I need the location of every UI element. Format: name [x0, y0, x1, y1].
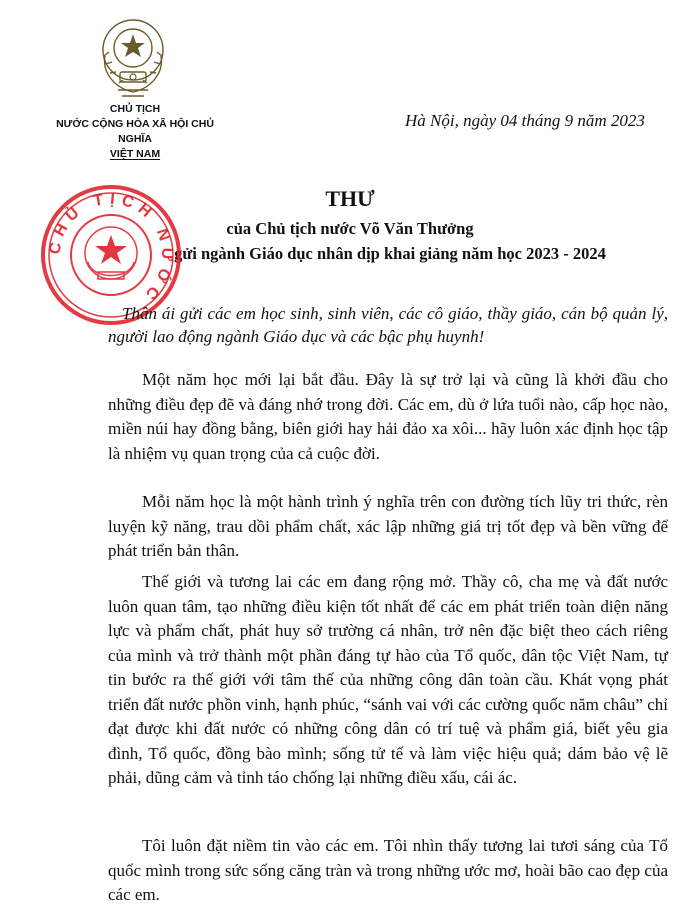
dateline: Hà Nội, ngày 04 tháng 9 năm 2023: [405, 111, 645, 130]
body-paragraph-2: Mỗi năm học là một hành trình ý nghĩa trên con đường tích lũy tri thức, rèn luyện kỹ năng, trau dồi phẩm chất, xác lập những giá trị tốt đẹp và bền vững để phát triển bản thân.: [108, 492, 668, 560]
letter-subtitle-2: gửi ngành Giáo dục nhân dịp khai giảng năm học 2023 - 2024: [174, 244, 606, 263]
stamp-text: CHỦ TỊCH NƯỚC: [46, 190, 176, 307]
national-emblem-icon: [96, 12, 170, 100]
letter-subtitle: của Chủ tịch nước Võ Văn Thưởng: [226, 219, 474, 238]
issuing-authority: [40, 102, 230, 162]
body-paragraph-3: Thế giới và tương lai các em đang rộng mở. Thầy cô, cha mẹ và đất nước luôn quan tâm, tạo những điều kiện tốt nhất để các em phát triển toàn diện năng lực và phẩm chất, phát huy sở trường cá nhân, trở nên đặc biệt theo cách riêng của mình và trở thành một phần đáng tự hào của Tổ quốc, dân tộc Việt Nam, tự tin bước ra thế giới với tâm thế của những công dân toàn cầu. Khát vọng phát triển đất nước phồn vinh, hạnh phúc, “sánh vai với các cường quốc năm châu” chỉ đạt được khi đất nước có những công dân có trí tuệ và phẩm giá, biết yêu gia đình, Tổ quốc, đồng bào mình; sống tử tế và làm việc hiệu quả; dám bảo vệ lẽ phải, dũng cảm và tỉnh táo chống lại những điều xấu, cái ác.: [108, 572, 668, 787]
greeting-text: Thân ái gửi các em học sinh, sinh viên, các cô giáo, thầy giáo, cán bộ quản lý, người lao động ngành Giáo dục và các bậc phụ huynh!: [108, 304, 668, 346]
letter-title: THƯ: [325, 186, 375, 211]
body-paragraph-1: Một năm học mới lại bắt đầu. Đây là sự trở lại và cũng là khởi đầu cho những điều đẹp đẽ và đáng nhớ trong đời. Các em, dù ở lứa tuổi nào, cấp học nào, miền núi hay đồng bằng, biên giới hay hải đảo xa xôi... hãy luôn xác định học tập là nhiệm vụ quan trọng của cả cuộc đời.: [108, 370, 668, 463]
greeting: [108, 302, 668, 348]
body-paragraph-4: Tôi luôn đặt niềm tin vào các em. Tôi nhìn thấy tương lai tươi sáng của Tổ quốc mình trong sức sống căng tràn và trong những ước mơ, hoài bão cao đẹp của các em.: [108, 836, 668, 904]
org-line-3: VIỆT NAM: [109, 148, 161, 160]
org-line-2: NƯỚC CỘNG HÒA XÃ HỘI CHỦ NGHĨA: [56, 118, 214, 145]
org-line-1: CHỦ TỊCH: [109, 103, 161, 115]
